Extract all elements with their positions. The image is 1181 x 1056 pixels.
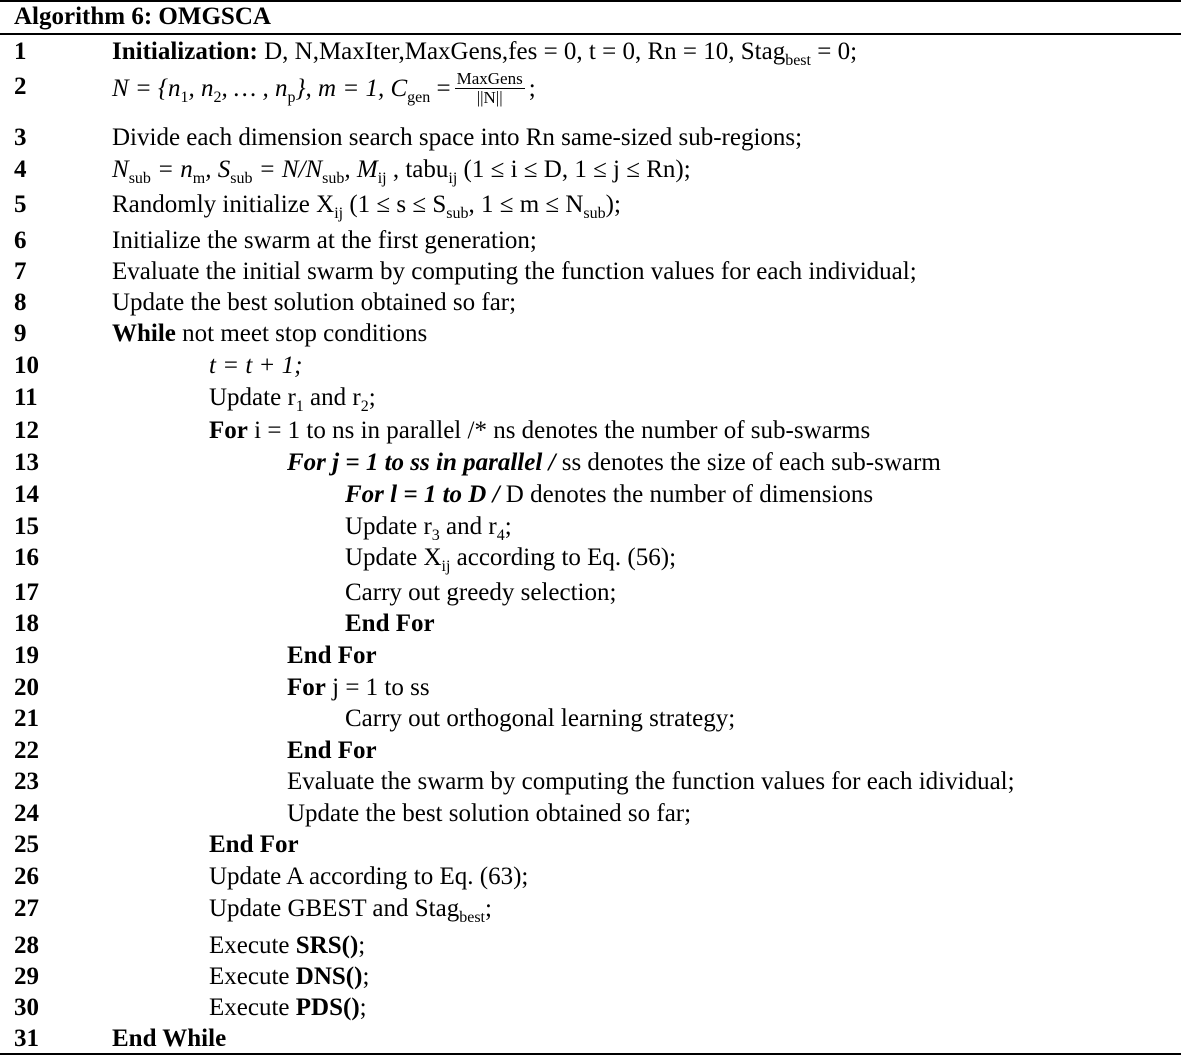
- line-number: 18: [14, 610, 39, 637]
- keyword: For: [287, 674, 326, 701]
- line-number: 26: [14, 863, 39, 890]
- algorithm-title: Algorithm 6: OMGSCA: [14, 3, 271, 30]
- algorithm-line-2: [0, 69, 1181, 107]
- bottom-rule: [0, 1053, 1181, 1055]
- line-code: Update GBEST and Stag$_{best}$;: [209, 895, 492, 926]
- line-number: 10: [14, 352, 39, 379]
- line-number: 5: [14, 191, 27, 218]
- line-code: Evaluate the initial swarm by computing the function values for each individual;: [112, 258, 917, 285]
- algorithm-line-7: [0, 257, 1181, 287]
- line-code: Initialization: D, N,MaxIter,MaxGens,fes = 0, t = 0, Rn = 10, Stag$_{best}$ = 0;: [112, 38, 858, 69]
- algorithm-line-8: [0, 288, 1181, 318]
- line-number: 17: [14, 579, 39, 606]
- algorithm-line-13: [0, 448, 1181, 478]
- line-number: 7: [14, 258, 27, 285]
- line-number: 16: [14, 544, 39, 571]
- line-code: [287, 736, 377, 766]
- algorithm-line-1: [0, 37, 1181, 67]
- line-code: $N = \{n_1$, $n_2$, … , $n_p$}, m = 1, $C_{gen}$ = $\frac{\text{MaxGens}}{||N||}$ ;: [112, 69, 536, 107]
- algorithm-line-16: [0, 543, 1181, 573]
- line-code: Update A according to Eq. (63);: [209, 863, 529, 890]
- algorithm-line-30: [0, 993, 1181, 1023]
- keyword: For l = 1 to D /: [345, 481, 500, 508]
- line-code: Initialize the swarm at the first generation;: [112, 227, 537, 254]
- line-code: Carry out orthogonal learning strategy;: [345, 705, 736, 732]
- keyword: End For: [209, 831, 299, 858]
- algorithm-line-25: [0, 830, 1181, 860]
- line-code: $N_{sub} = n_m$, $S_{sub} = N/N_{sub}$, $M_{ij}$ , tabu$_{ij}$ (1 ≤ i ≤ D, 1 ≤ j ≤ Rn);: [112, 156, 691, 187]
- line-number: 21: [14, 705, 39, 732]
- algorithm-line-28: [0, 931, 1181, 961]
- line-number: 1: [14, 38, 27, 65]
- line-number: 13: [14, 449, 39, 476]
- algorithm-line-29: [0, 962, 1181, 992]
- algorithm-line-11: [0, 383, 1181, 413]
- keyword: SRS(): [295, 932, 359, 959]
- algorithm-line-23: [0, 767, 1181, 797]
- line-code: Update the best solution obtained so far;: [112, 289, 517, 316]
- header-rule: [0, 33, 1181, 35]
- line-number: 24: [14, 800, 39, 827]
- line-number: 25: [14, 831, 39, 858]
- line-code: Update the best solution obtained so far;: [287, 800, 692, 827]
- keyword: For: [209, 417, 248, 444]
- algorithm-line-14: [0, 480, 1181, 510]
- line-number: 6: [14, 227, 27, 254]
- keyword: Initialization:: [112, 38, 258, 65]
- line-code: [112, 1024, 226, 1054]
- algorithm-line-20: [0, 673, 1181, 703]
- algorithm-line-31: [0, 1024, 1181, 1054]
- algorithm-line-4: [0, 155, 1181, 185]
- algorithm-line-9: [0, 319, 1181, 349]
- line-code: [345, 609, 435, 639]
- keyword: PDS(): [295, 994, 360, 1021]
- line-number: 28: [14, 932, 39, 959]
- line-number: 11: [14, 384, 38, 411]
- keyword: End For: [287, 737, 377, 764]
- line-code: [209, 830, 299, 860]
- line-number: 2: [14, 73, 27, 100]
- algorithm-line-5: [0, 190, 1181, 220]
- algorithm-line-27: [0, 894, 1181, 924]
- algorithm-line-18: [0, 609, 1181, 639]
- keyword: For j = 1 to ss in parallel /: [287, 449, 556, 476]
- line-number: 30: [14, 994, 39, 1021]
- line-code: For j = 1 to ss in parallel / ss denotes the size of each sub-swarm: [287, 449, 941, 476]
- line-number: 29: [14, 963, 39, 990]
- algorithm-line-26: [0, 862, 1181, 892]
- line-number: 12: [14, 417, 39, 444]
- algorithm-line-24: [0, 799, 1181, 829]
- algorithm-line-21: [0, 704, 1181, 734]
- line-number: 9: [14, 320, 27, 347]
- line-number: 22: [14, 737, 39, 764]
- line-number: 3: [14, 124, 27, 151]
- line-code: Carry out greedy selection;: [345, 579, 617, 606]
- keyword: End For: [287, 642, 377, 669]
- line-code: Execute PDS();: [209, 994, 367, 1021]
- line-code: For j = 1 to ss: [287, 674, 430, 701]
- line-number: 8: [14, 289, 27, 316]
- algorithm-line-17: [0, 578, 1181, 608]
- line-number: 23: [14, 768, 39, 795]
- line-number: 19: [14, 642, 39, 669]
- line-code: Execute DNS();: [209, 963, 370, 990]
- line-number: 15: [14, 513, 39, 540]
- line-number: 31: [14, 1025, 39, 1052]
- keyword: End While: [112, 1025, 227, 1052]
- line-code: Randomly initialize $X_{ij}$ ($1 \le s \le S_{sub}$, $1 \le m \le N_{sub}$);: [112, 191, 621, 222]
- algorithm-line-3: [0, 123, 1181, 153]
- line-number: 20: [14, 674, 39, 701]
- line-code: [287, 641, 377, 671]
- keyword: End For: [345, 610, 435, 637]
- line-code: Update $r_3$ and $r_4$;: [345, 513, 512, 544]
- line-code: Divide each dimension search space into Rn same-sized sub-regions;: [112, 124, 803, 151]
- line-code: t = t + 1;: [209, 352, 303, 379]
- line-number: 27: [14, 895, 39, 922]
- keyword: While: [112, 320, 176, 347]
- algorithm-line-22: [0, 736, 1181, 766]
- fraction: $\frac{\text{MaxGens}}{||N||}$: [456, 69, 523, 107]
- algorithm-line-19: [0, 641, 1181, 671]
- algorithm-line-12: [0, 416, 1181, 446]
- line-number: 14: [14, 481, 39, 508]
- line-code: For l = 1 to D / D denotes the number of dimensions: [345, 481, 874, 508]
- line-code: Update $r_1$ and $r_2$;: [209, 384, 376, 415]
- line-code: Update $X_{ij}$ according to Eq. (56);: [345, 544, 677, 575]
- line-code: For i = 1 to ns in parallel /* ns denotes the number of sub-swarms: [209, 417, 871, 444]
- algorithm-line-10: [0, 351, 1181, 381]
- line-code: While not meet stop conditions: [112, 320, 428, 347]
- line-code: Execute SRS();: [209, 932, 366, 959]
- algorithm-line-15: [0, 512, 1181, 542]
- line-number: 4: [14, 156, 27, 183]
- keyword: DNS(): [295, 963, 363, 990]
- algorithm-line-6: [0, 226, 1181, 256]
- line-code: Evaluate the swarm by computing the function values for each idividual;: [287, 768, 1015, 795]
